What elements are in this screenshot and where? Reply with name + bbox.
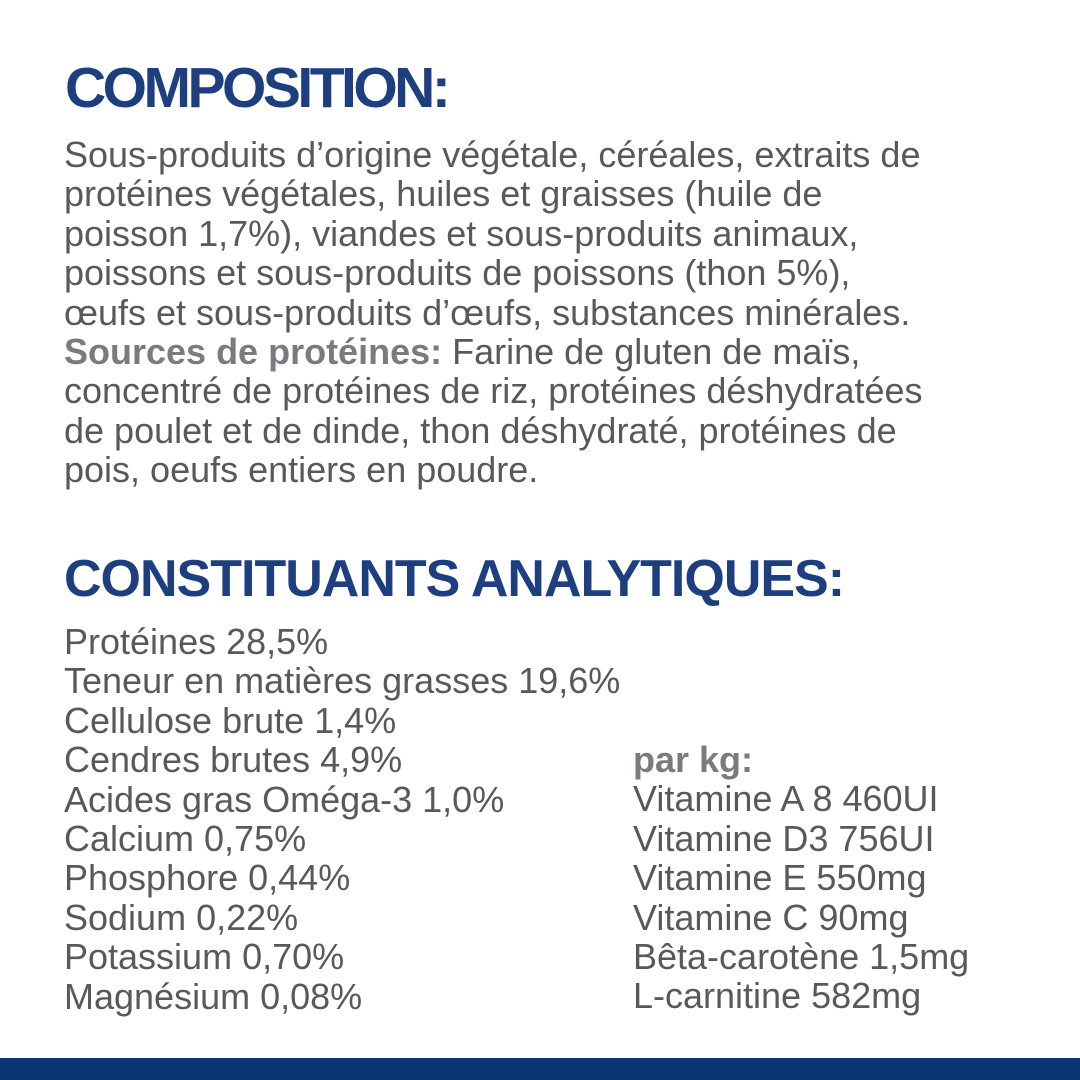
composition-line: protéines végétales, huiles et graisses (huile de (64, 173, 823, 215)
analytics-right-item: Vitamine C 90mg (633, 896, 909, 938)
protein-sources-label: Sources de protéines: (64, 331, 443, 373)
analytics-right-item: L-carnitine 582mg (633, 975, 922, 1017)
per-kg-label: par kg: (633, 739, 754, 780)
composition-line: poisson 1,7%), viandes et sous-produits animaux, (64, 212, 859, 254)
composition-line: Sous-produits d’origine végétale, céréales, extraits de (64, 134, 921, 175)
composition-lines (64, 135, 923, 332)
analytics-left-item: Teneur en matières grasses 19,6% (64, 660, 621, 702)
composition-heading: COMPOSITION: (65, 56, 448, 120)
footer-brand-bar (0, 1058, 1080, 1080)
analytics-left-item: Protéines 28,5% (64, 621, 329, 662)
analytics-right-column (633, 740, 969, 1016)
analytics-left-item: Acides gras Oméga-3 1,0% (64, 778, 505, 820)
protein-sources-line-continued: pois, oeufs entiers en poudre. (64, 449, 539, 491)
analytics-right-item: Vitamine A 8 460UI (633, 778, 939, 820)
protein-sources-line-continued: de poulet et de dinde, thon déshydraté, protéines de (64, 409, 897, 451)
protein-sources-line (64, 332, 923, 371)
analytical-constituents-heading: CONSTITUANTS ANALYTIQUES: (64, 550, 845, 608)
analytics-left-item: Sodium 0,22% (64, 896, 299, 938)
analytics-right-item: Vitamine E 550mg (633, 857, 927, 899)
analytics-right-item: Vitamine D3 756UI (633, 817, 935, 859)
protein-sources-lines (64, 371, 923, 489)
composition-paragraph (64, 135, 923, 490)
analytics-left-item: Phosphore 0,44% (64, 857, 351, 899)
protein-sources-line-rest: Farine de gluten de maïs, (442, 331, 861, 373)
analytics-right-item: Bêta-carotène 1,5mg (633, 936, 970, 978)
analytics-right-items (633, 779, 969, 1015)
composition-line: poissons et sous-produits de poissons (thon 5%), (64, 252, 851, 294)
composition-line: œufs et sous-produits d’œufs, substances minérales. (64, 291, 911, 333)
analytics-left-item: Potassium 0,70% (64, 936, 345, 978)
analytics-left-item: Magnésium 0,08% (64, 975, 363, 1017)
protein-sources-line-continued: concentré de protéines de riz, protéines déshydratées (64, 370, 923, 412)
analytics-left-item: Calcium 0,75% (64, 818, 307, 860)
analytics-left-item: Cellulose brute 1,4% (64, 699, 397, 741)
analytics-left-item: Cendres brutes 4,9% (64, 739, 403, 781)
analytics-left-column (64, 622, 620, 1016)
